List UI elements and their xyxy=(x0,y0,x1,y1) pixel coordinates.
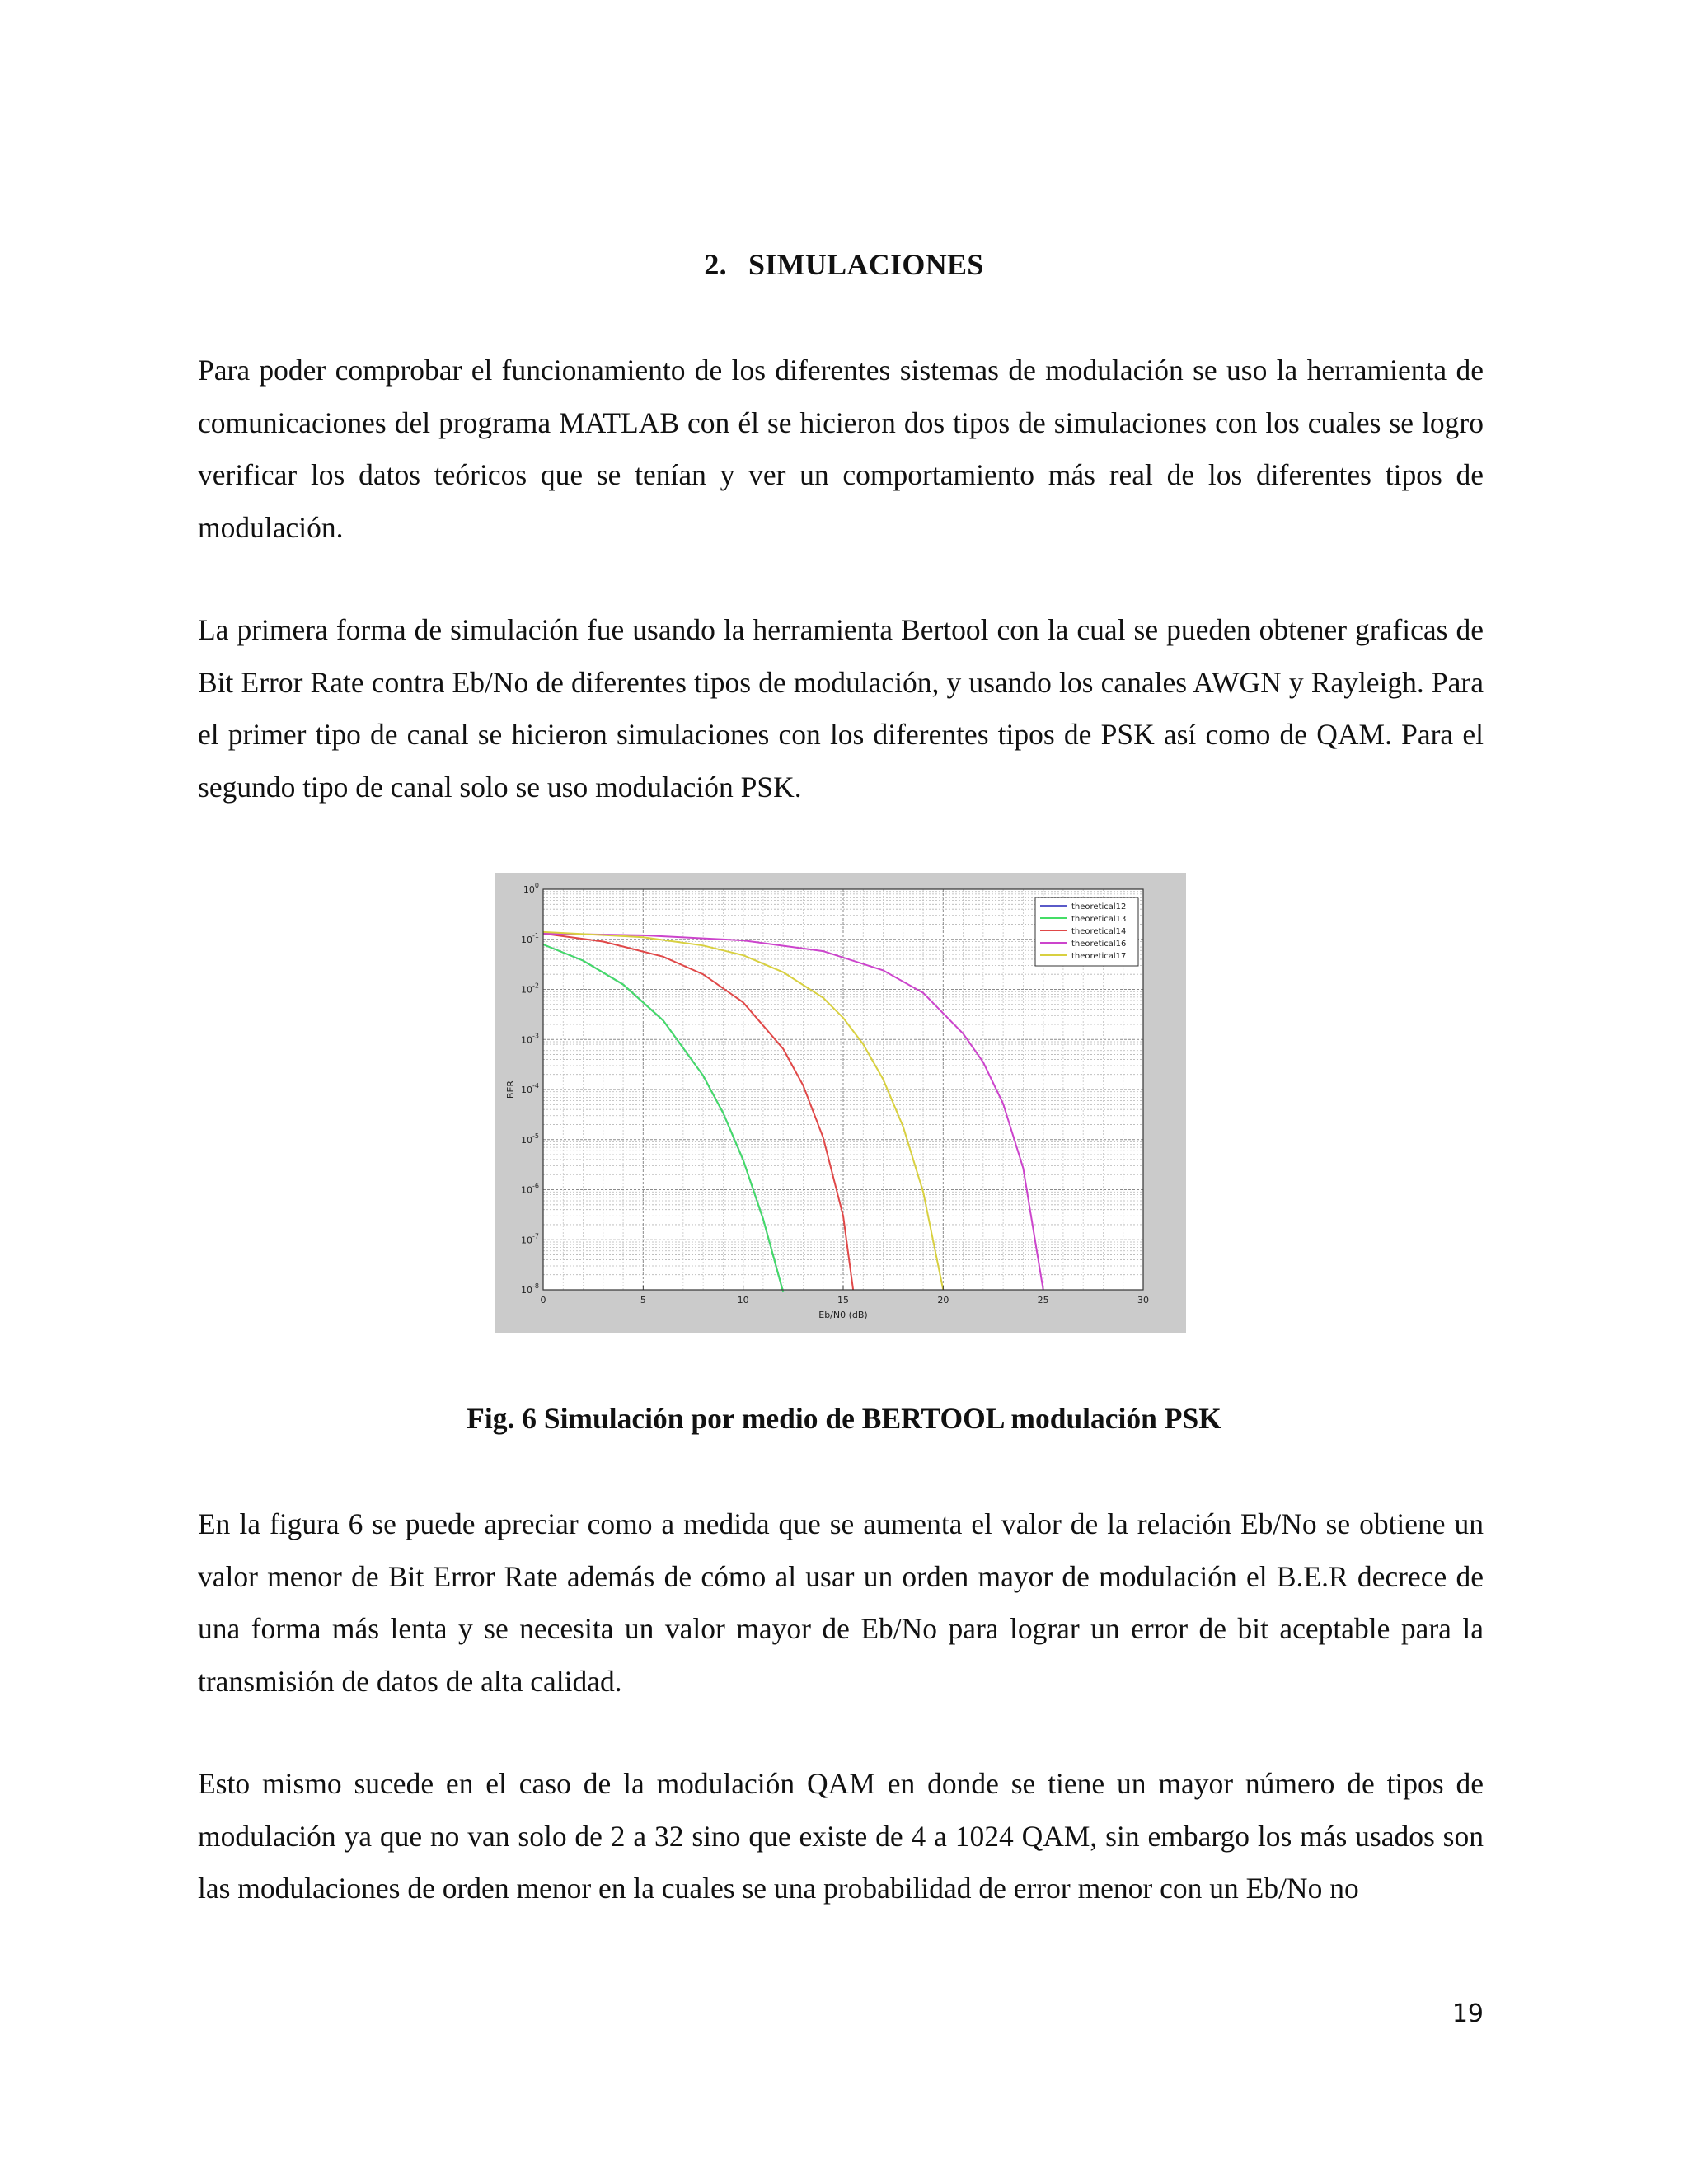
x-tick-label: 0 xyxy=(540,1295,546,1305)
paragraph-intro: Para poder comprobar el funcionamiento de los diferentes sistemas de modulación se uso la herramienta de comunicaciones del programa MATLAB con él se hicieron dos tipos de simulaciones con los cuales se logro verificar los datos teóricos que se tenían y ver un comportamiento más real de los diferentes tipos de modulación. xyxy=(198,354,1484,544)
x-tick-label: 15 xyxy=(837,1295,849,1305)
x-tick-label: 20 xyxy=(937,1295,950,1305)
figure-caption: Fig. 6 Simulación por medio de BERTOOL modulación PSK xyxy=(467,1402,1221,1435)
y-tick-label: $10^{-7}$ xyxy=(521,1232,539,1246)
y-tick-label: $10^0$ xyxy=(523,882,539,895)
ber-chart xyxy=(495,873,1186,1333)
section-number: 2. xyxy=(704,248,727,281)
x-tick-label: 10 xyxy=(737,1295,749,1305)
y-tick-label: $10^{-8}$ xyxy=(521,1282,539,1296)
paragraph-analysis: En la figura 6 se puede apreciar como a medida que se aumenta el valor de la relación Eb/No se obtiene un valor menor de Bit Error Rate además de cómo al usar un orden mayor de modulación el B.E.R decrece de una forma más lenta y se necesita un valor mayor de Eb/No para lograr un error de bit aceptable para la transmisión de datos de alta calidad. xyxy=(198,1507,1484,1698)
paragraph-bertool: La primera forma de simulación fue usando la herramienta Bertool con la cual se pueden obtener graficas de Bit Error Rate contra Eb/No de diferentes tipos de modulación, y usando los canales AWGN y Rayleigh. Para el primer tipo de canal se hicieron simulaciones con los diferentes tipos de PSK así como de QAM. Para el segundo tipo de canal solo se uso modulación PSK. xyxy=(198,613,1484,804)
ber-figure xyxy=(495,873,1186,1333)
y-axis-label: BER xyxy=(505,1080,516,1099)
y-tick-label: $10^{-3}$ xyxy=(521,1032,539,1046)
legend-label-theoretical17: theoretical17 xyxy=(1071,952,1127,961)
paragraph-qam: Esto mismo sucede en el caso de la modulación QAM en donde se tiene un mayor número de tipos de modulación ya que no van solo de 2 a 32 sino que existe de 4 a 1024 QAM, sin embargo los más usados son las modulaciones de orden menor en la cuales se una probabilidad de error menor con un Eb/No no xyxy=(198,1767,1484,1905)
page-number: 19 xyxy=(1451,1999,1484,2028)
x-tick-label: 30 xyxy=(1137,1295,1149,1305)
legend-label-theoretical16: theoretical16 xyxy=(1071,940,1127,949)
x-tick-label: 5 xyxy=(640,1295,646,1305)
legend-label-theoretical12: theoretical12 xyxy=(1071,902,1127,912)
y-tick-label: $10^{-6}$ xyxy=(521,1182,539,1196)
y-tick-label: $10^{-5}$ xyxy=(521,1132,539,1146)
x-axis-label: Eb/N0 (dB) xyxy=(818,1310,868,1320)
y-tick-label: $10^{-2}$ xyxy=(521,982,539,996)
section-heading xyxy=(0,247,1688,282)
y-tick-label: $10^{-4}$ xyxy=(521,1082,539,1095)
section-title: SIMULACIONES xyxy=(748,248,984,281)
legend-label-theoretical13: theoretical13 xyxy=(1071,915,1127,924)
y-tick-label: $10^{-1}$ xyxy=(521,931,539,945)
legend-label-theoretical14: theoretical14 xyxy=(1071,927,1127,936)
x-tick-label: 25 xyxy=(1037,1295,1049,1305)
